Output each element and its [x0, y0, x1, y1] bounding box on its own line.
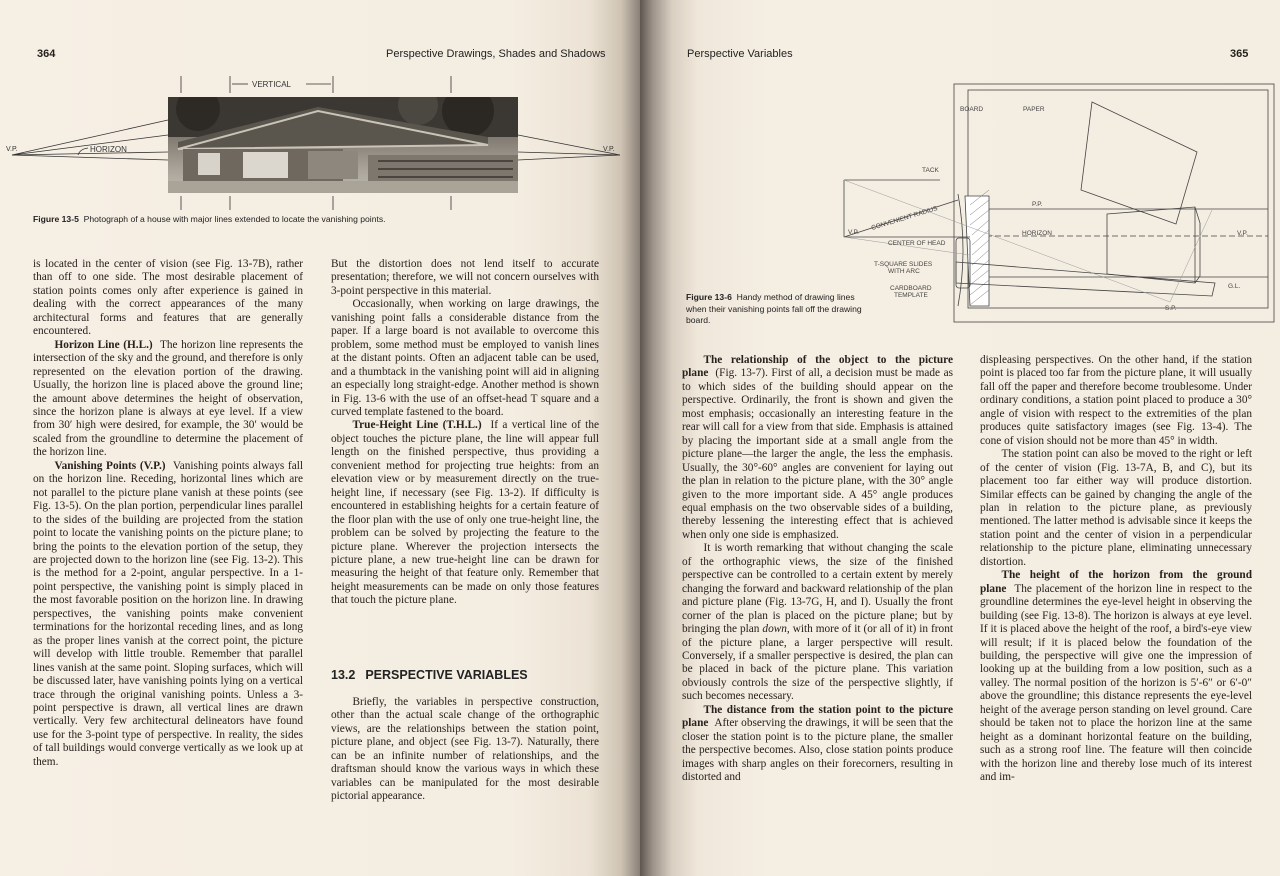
paragraph: The station point can also be moved to the right or left of the center of vision (Fig. 13-7A, B, and C), but its placement too far either way will produce distortion. Similar effects can be gained by changing the angle of the plan in relation to the picture plane, as previously mentioned. The latter method is advisable since it keeps the station point and the center of vision in a perpendicular relationship to the picture plane, eliminating unnecessary distortion. [980, 448, 1252, 568]
left-column-1 [33, 258, 303, 769]
page-number: 364 [37, 48, 56, 60]
tack-label: TACK [922, 167, 939, 174]
left-column-2 [331, 258, 599, 608]
paragraph: The relationship of the object to the picture plane (Fig. 13-7). First of all, a decision must be made as to which sides of the building should appear on the perspective. Ordinarily, the front is shown and given the most emphasis; occasionally an interesting feature in the rear will call for a view from that side. Emphasis is attained by placing the important side at a small angle from the picture plane—the larger the angle, the less the emphasis. Usually, the 30°-60° angles are convenient for laying out the plan in relation to the picture plane, with the 30° angle given to the more important side. A 45° angle produces equal emphasis on the two observable sides of a building, thereby lessening the interesting effect that is achieved when only one side is emphasized. [682, 354, 953, 541]
figure-caption [686, 292, 866, 327]
paragraph: displeasing perspectives. On the other hand, if the station point is placed too far from the picture plane, it will usually fall off the paper and therefore become troublesome. Under ordinary conditions, a station point placed to produce a 30° angle of vision with respect to the extremities of the plan produces quite satisfactory images (see Fig. 13-4). The cone of vision should not be more than 45° in width. [980, 354, 1252, 447]
paragraph: Vanishing Points (V.P.) Vanishing points always fall on the horizon line. Receding, horizontal lines which are not parallel to the picture plane vanish at these points (see Fig. 13-5). On the plan portion, perpendicular lines parallel to the sides of the building are projected from the station point to locate the vanishing points on the picture plane; to bring the points to the elevation portion of the setup, they are projected down to the horizon line (see Fig. 13-2). This is the method for a 2-point, angular perspective. In a 1-point perspective, the vanishing point is simply placed in the most favorable position on the horizon line. In drawing perspectives, the vanishing points make convenient terminations for the horizontal receding lines, and as long as the proper lines vanish at the correct point, the picture will develop with little trouble. Remember that parallel lines vanish at the same point. Sloping surfaces, which will be discussed later, have vanishing points lying on a vertical trace through the original vanishing points. Unless a 3-point perspective is drawn, all vertical lines are drawn vertically. Very few architectural delineators have found use for the 3-point type of perspective. In reality, the sides of tall buildings would converge vertically as we look up at them. [33, 459, 303, 768]
tsquare-label-1: T-SQUARE SLIDES [874, 261, 933, 268]
paragraph: True-Height Line (T.H.L.) If a vertical line of the object touches the picture plane, the line will appear full length on the finished perspective, thus providing a convenient method for projecting true heights: from an elevation view or by measurement directly on the true-height line, if necessary (see Fig. 13-2). If difficulty is encountered in establishing heights for a certain feature of the floor plan with the use of only one true-height line, the problem can be solved by projecting the feature to the picture plane. Wherever the projection intersects the picture plane, a new true-height line can be drawn for measuring the height of that feature only. Remember that height measurements can be made on only those features that touch the picture plane. [331, 419, 599, 607]
right-column-2 [980, 354, 1252, 785]
paragraph: Occasionally, when working on large drawings, the vanishing point falls a considerable distance from the paper. If a large board is not available to overcome this problem, some method must be employed to vanish lines at the distant points. Often an adjacent table can be used, and a thumbtack in the vanishing point will aid in aligning an especially long straight-edge. Another method is shown in Fig. 13-6 with the use of an offset-head T square and a curved template fastened to the board. [331, 298, 599, 418]
left-column-2-section [331, 696, 599, 804]
vp-right-label: V.P. [1237, 230, 1248, 237]
run-in-heading: Vanishing Points (V.P.) [54, 459, 166, 472]
section-heading [331, 668, 538, 682]
figure-caption [33, 214, 633, 226]
caption-text: Handy method of drawing lines when their vanishing points fall off the drawing board. [686, 292, 862, 325]
right-page [640, 0, 1280, 876]
caption-text: Photograph of a house with major lines extended to locate the vanishing points. [83, 214, 386, 224]
paragraph: The distance from the station point to the picture plane After observing the drawings, it will be seen that the closer the station point is to the picture plane, the smaller the perspective becomes. Also, close station points produce images with sharp angles on their forecorners, resulting in distorted and [682, 703, 953, 784]
section-title: PERSPECTIVE VARIABLES [365, 668, 528, 682]
running-head: Perspective Drawings, Shades and Shadows [386, 48, 606, 60]
vp-right-label: V.P. [603, 146, 615, 153]
gl-label: G.L. [1228, 283, 1241, 290]
run-in-heading: The height of the horizon from the ground plane [980, 569, 1252, 595]
run-in-heading: The relationship of the object to the picture plane [682, 354, 953, 380]
paragraph: But the distortion does not lend itself to accurate presentation; therefore, we will not concern ourselves with 3-point perspective in this material. [331, 258, 599, 297]
paragraph: Briefly, the variables in perspective construction, other than the actual scale change of the orthographic views, are the relationships between the station point, picture plane, and object (see Fig. 13-7). Naturally, there can be an infinite number of relationships, and the draftsman should know the various ways in which these variables can be manipulated for the most desirable pictorial appearance. [331, 696, 599, 803]
paper-label: PAPER [1023, 106, 1045, 113]
tsquare-label-2: WITH ARC [888, 268, 920, 275]
section-number: 13.2 [331, 668, 356, 682]
paragraph: Horizon Line (H.L.) The horizon line represents the intersection of the sky and the ground, and therefore is only represented on the elevation portion of the drawing. Usually, the horizon line is placed above the ground line; the amount above determines the height of observation, since the horizon plane is always at eye level. If a view from 30′ high were desired, for example, the 30′ would be scaled from the groundline to determine the placement of the horizon line. [33, 338, 303, 459]
right-column-1 [682, 354, 953, 785]
running-head: Perspective Variables [687, 48, 793, 60]
run-in-heading: The distance from the station point to the picture plane [682, 703, 953, 730]
run-in-heading: True-Height Line (T.H.L.) [352, 419, 482, 432]
paragraph: is located in the center of vision (see Fig. 13-7B), rather than off to one side. The most desirable placement of station points comes only after experience is gained in dealing with the correct appearances of the many architectural forms and features that are generally encountered. [33, 258, 303, 338]
vertical-label: VERTICAL [252, 80, 291, 89]
run-in-heading: Horizon Line (H.L.) [54, 338, 153, 351]
center-of-head-label: CENTER OF HEAD [888, 240, 946, 247]
caption-label: Figure 13-6 [686, 292, 732, 302]
page-number: 365 [1230, 48, 1249, 60]
sp-label: S.P. [1165, 305, 1177, 312]
board-label: BOARD [960, 106, 984, 113]
pp-label: P.P. [1032, 201, 1043, 208]
paragraph: It is worth remarking that without changing the scale of the orthographic views, the size of the finished perspective can be controlled to a certain extent by merely changing the forward and backward relationship of the plan and picture plane (Fig. 13-7G, H, and I). Usually the front corner of the plan is placed on the picture plane; but by bringing the plan down, with more of it (or all of it) in front of the picture plane, a larger perspective will result. Conversely, if a smaller perspective is desired, the plan can be placed in back of the picture plane. This variation obviously controls the size of the perspective slightly, if such becomes necessary. [682, 542, 953, 703]
paragraph: The height of the horizon from the ground plane The placement of the horizon line in respect to the groundline determines the eye-level height in observing the building (see Fig. 13-8). The horizon is always at eye level. If it is placed above the height of the roof, a bird's-eye view will result; if it is placed below the foundation of the building, the perspective will give one the impression of looking up at the building from a low position, such as a valley. The normal position of the horizon is 5′-6″ or 6′-0″ above the groundline; this distance represents the eye-level height of the average person standing on level ground. Care should be taken not to place the horizon line at the same height as a dominant horizontal feature on the building, such as a strong roof line. The feature will then coincide with the horizon line and thereby lose much of its interest and im- [980, 569, 1252, 784]
figure-construction-lines [0, 70, 640, 210]
caption-label: Figure 13-5 [33, 214, 79, 224]
cardboard-label-2: TEMPLATE [894, 292, 928, 299]
convenient-radius-label: CONVENIENT RADIUS [870, 205, 939, 232]
horizon-label: HORIZON [90, 145, 127, 154]
vp-left-label: V.P. [848, 229, 859, 236]
cardboard-label-1: CARDBOARD [890, 285, 932, 292]
horizon-label: HORIZON [1022, 230, 1052, 237]
vp-left-label: V.P. [6, 146, 18, 153]
